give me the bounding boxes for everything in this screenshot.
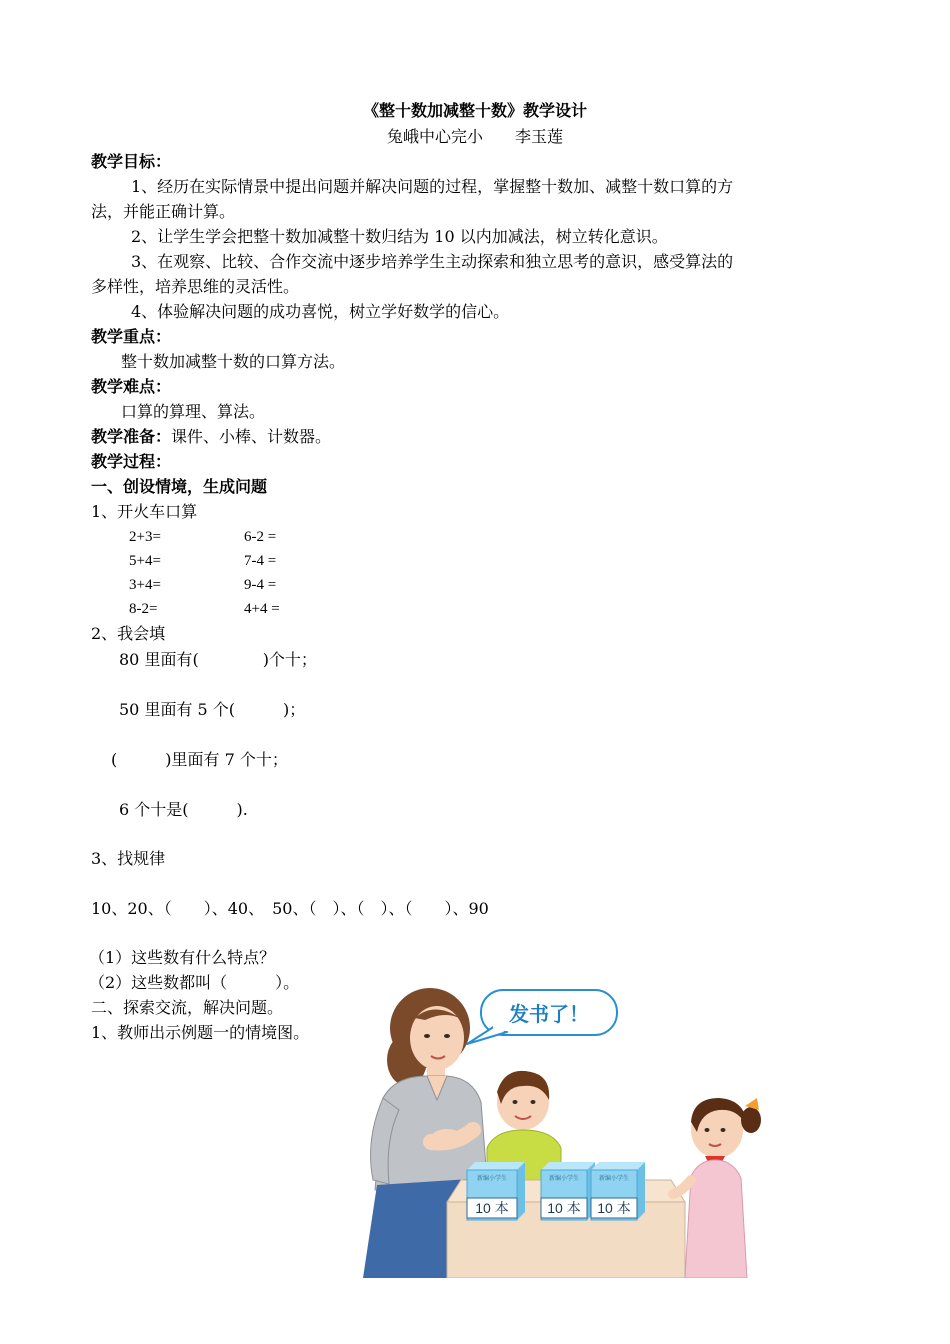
difficulty-text: 口算的算理、算法。	[121, 402, 266, 421]
fill-item-3: ( )里面有 7 个十；	[111, 750, 288, 769]
calc-item: 4+4 =	[244, 601, 280, 617]
train-calc-title: 1、开火车口算	[91, 502, 198, 521]
author-line: 兔峨中心完小 李玉莲	[386, 127, 563, 146]
pattern-title: 3、找规律	[91, 849, 166, 868]
goal-2: 2、让学生学会把整十数加减整十数归结为 10 以内加减法，树立转化意识。	[131, 227, 668, 246]
classroom-illustration	[355, 980, 775, 1278]
calc-item: 8-2=	[129, 601, 158, 617]
book-cover-text: 新编小学生	[548, 1175, 580, 1182]
book-stack-1	[467, 1162, 525, 1220]
section-2-heading: 二、探索交流，解决问题。	[91, 998, 284, 1017]
book-label: 10 本	[547, 1200, 581, 1216]
fill-item-2: 50 里面有 5 个( )；	[119, 700, 306, 719]
goal-4: 4、体验解决问题的成功喜悦，树立学好数学的信心。	[131, 302, 510, 321]
book-cover-text: 新编小学生	[598, 1175, 630, 1182]
book-stack-3	[591, 1162, 645, 1220]
book-label: 10 本	[475, 1200, 509, 1216]
question-1: （1）这些数有什么特点？	[89, 948, 276, 967]
calc-item: 2+3=	[129, 529, 161, 545]
process-heading: 教学过程：	[91, 452, 172, 471]
document-title: 《整十数加减整十数》教学设计	[362, 101, 587, 120]
book-label: 10 本	[597, 1200, 631, 1216]
calc-item: 7-4 =	[244, 553, 277, 569]
calc-item: 5+4=	[129, 553, 161, 569]
key-heading: 教学重点：	[91, 327, 172, 346]
prep-line	[91, 425, 331, 449]
example-intro: 1、教师出示例题一的情境图。	[91, 1023, 310, 1042]
book-stack-2	[541, 1162, 595, 1220]
girl-figure	[673, 1098, 761, 1278]
calc-item: 9-4 =	[244, 577, 277, 593]
speech-bubble	[467, 990, 617, 1044]
goal-3-line-2: 多样性，培养思维的灵活性。	[91, 277, 300, 296]
pattern-sequence: 10、20、（ ）、40、 50、（ ）、（ ）、（ ）、90	[91, 899, 489, 918]
fill-item-1: 80 里面有( )个十；	[119, 650, 317, 669]
goals-heading: 教学目标：	[91, 152, 172, 171]
goal-1-line-2: 法，并能正确计算。	[91, 202, 236, 221]
bubble-text: 发书了！	[509, 1002, 589, 1026]
question-2: （2）这些数都叫（ ）。	[89, 973, 300, 992]
fill-item-4: 6 个十是( ).	[119, 800, 248, 819]
prep-text: 课件、小棒、计数器。	[171, 427, 332, 446]
calc-item: 6-2 =	[244, 529, 277, 545]
goal-3-line-1: 3、在观察、比较、合作交流中逐步培养学生主动探索和独立思考的意识，感受算法的	[131, 252, 734, 271]
prep-heading: 教学准备：	[91, 427, 172, 446]
book-cover-text: 新编小学生	[476, 1175, 508, 1182]
difficulty-heading: 教学难点：	[91, 377, 172, 396]
fill-title: 2、我会填	[91, 624, 166, 643]
section-1-heading: 一、创设情境，生成问题	[91, 477, 268, 496]
key-text: 整十数加减整十数的口算方法。	[121, 352, 346, 371]
goal-1-line-1: 1、经历在实际情景中提出问题并解决问题的过程，掌握整十数加、减整十数口算的方	[131, 177, 734, 196]
calc-item: 3+4=	[129, 577, 161, 593]
